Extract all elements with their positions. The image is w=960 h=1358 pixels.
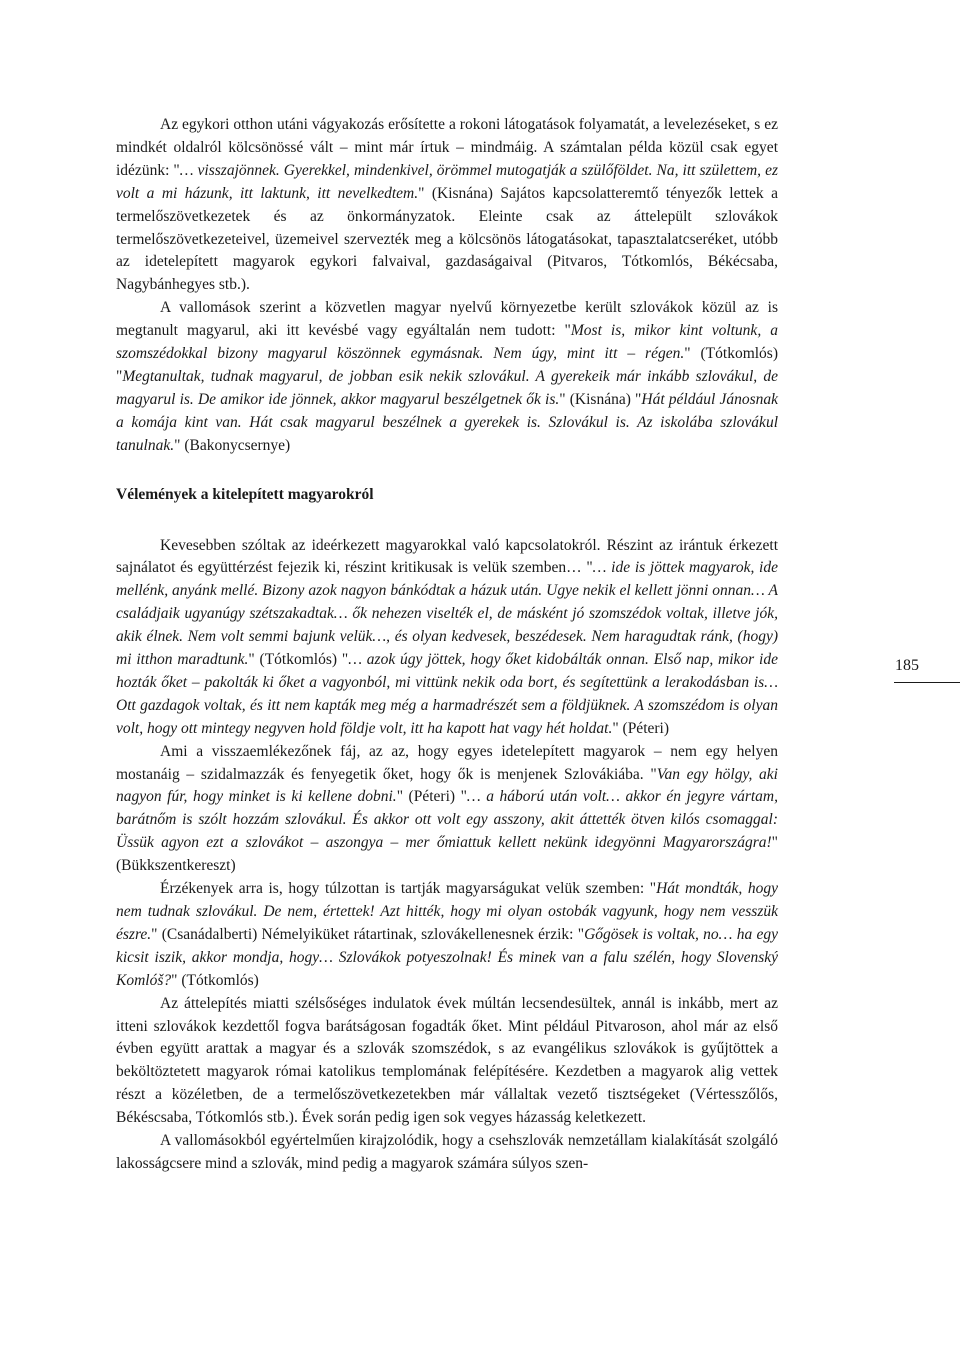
body-text: A vallomások szerint a közvetlen magyar nyelvű környezetbe került szlovákok közül az is megtanult magyarul, aki itt kevésbé vagy egyáltalán nem tudott: " bbox=[116, 299, 778, 340]
page-number-text: 185 bbox=[895, 657, 919, 674]
paragraph-1 bbox=[116, 114, 778, 297]
body-text: " (Csanádalberti) Némelyiküket rátartinak, szlovákellenesnek érzik: " bbox=[151, 925, 585, 943]
section-heading: Vélemények a kitelepített magyarokról bbox=[116, 485, 374, 503]
paragraph-4 bbox=[116, 741, 778, 878]
body-text: " (Bükkszentkereszt) bbox=[116, 834, 778, 875]
paragraph-7 bbox=[116, 1130, 778, 1176]
body-text: " (Tótkomlós) " bbox=[248, 651, 349, 669]
paragraph-2 bbox=[116, 297, 778, 457]
paragraph-3 bbox=[116, 535, 778, 741]
page-number bbox=[894, 656, 960, 683]
quote-text: Megtanultak, tudnak magyarul, de jobban esik nekik szlovákul. A gyerekeik már inkább szlovákul, de magyarul is. De amikor ide jönnek, akkor magyarul beszélgetnek ők is. bbox=[116, 367, 778, 408]
body-text: " (Péteri) bbox=[612, 719, 670, 737]
quote-text: … azok úgy jöttek, hogy őket kidobálták onnan. Első nap, mikor ide hozták őket – pakolták ki őket a vagyonból, mi vittünk nekik oda bort, és segítettünk a lerakodásban is… Ott gazdagok voltak, és itt nem kapták meg még a harmadrészét sem a földjüknek. A szomszédom is olyan volt, hogy ott mintegy negyven hold földje volt, itt ha kapott hat vagy hét holdat. bbox=[116, 651, 778, 737]
body-text: " (Tótkomlós) bbox=[171, 971, 259, 989]
paragraph-6 bbox=[116, 993, 778, 1130]
body-text: " (Péteri) " bbox=[396, 788, 467, 806]
paragraph-5 bbox=[116, 878, 778, 993]
body-text: " (Kisnána) Sajátos kapcsolatteremtő tényezők lettek a termelőszövetkezetek és az önkormányzatok. Eleinte csak az áttelepült szlovákok termelőszövetkezeteivel, üzemeivel szervezték meg a kölcsönös látogatásokat, tapasztalatcseréket, utóbb az idetelepített magyarok egykori falvaival, gazdaságaival (Pitvaros, Tótkomlós, Békécsaba, Nagybánhegyes stb.). bbox=[116, 184, 778, 294]
body-text: Ami a visszaemlékezőnek fáj, az az, hogy egyes idetelepített magyarok – nem egy helyen mostanáig – szidalmazzák és fenyegetik őket, hogy ők is menjenek Szlovákiába. " bbox=[116, 742, 778, 783]
body-text: " (Kisnána) " bbox=[559, 390, 642, 408]
quote-text: Van egy hölgy, aki nagyon fúr, hogy minket is ki kellene dobni. bbox=[116, 765, 778, 806]
page-body bbox=[116, 114, 778, 1176]
body-text: Kevesebben szóltak az ideérkezett magyarokkal való kapcsolatokról. Részint az irántuk érkezett sajnálatot és együttérzést fejezik ki, részint kritikusak is velük szemben… " bbox=[116, 536, 778, 577]
body-text: " (Tótkomlós) " bbox=[116, 345, 778, 385]
quote-text: … ide is jöttek magyarok, ide mellénk, anyánk mellé. Bizony azok nagyon bánkódtak a házuk után. Ugye nekik el kellett jönni onnan… A családjaik ugyanúgy szétszakadtak… ők nehezen viselték el, de másként jó szomszédok voltak, illetve jók, akik élnek. Nem volt semmi bajunk velük…, és olyan kedvesek, beszédesek. Nem haragudtak ránk, (hogy) mi itthon maradtunk. bbox=[116, 559, 778, 669]
body-text: Az áttelepítés miatti szélsőséges indulatok évek múltán lecsendesültek, annál is inkább, mert az itteni szlovákok kezdettől fogva barátságosan fogadták őket. Mint például Pitvaroson, ahol már az első évben együtt arattak a magyar és a szlovák szomszédok, s az evangélikus szlovákok is gyűjtöttek a beköltöztetett magyarok római katolikus templomának felépítésére. Kezdetben a magyarok alig vettek részt a közéletben, de a termelőszövetkezetekben már vállaltak vezető tisztségeket (Vértesszőlős, Békéscsaba, Tótkomlós stb.). Évek során pedig igen sok vegyes házasság keletkezett. bbox=[116, 994, 778, 1127]
quote-text: Hát például Jánosnak a komája kint van. Hát csak magyarul beszélnek a gyerekek is. Szlovákul is. Az iskolába szlovákul tanulnak. bbox=[116, 390, 778, 454]
body-text: Az egykori otthon utáni vágyakozás erősítette a rokoni látogatások folyamatát, a levelezéseket, s ez mindkét oldalról kölcsönössé vált – mint már írtuk – mindmáig. A számtalan példa közül csak egyet idézünk: " bbox=[116, 116, 778, 179]
body-text: Érzékenyek arra is, hogy túlzottan is tartják magyarságukat velük szemben: " bbox=[160, 880, 657, 898]
body-text: A vallomásokból egyértelműen kirajzolódik, hogy a csehszlovák nemzetállam kialakítását szolgáló lakosságcsere mind a szlovák, mind pedig a magyarok számára súlyos szen- bbox=[116, 1132, 778, 1172]
quote-text: Most is, mikor kint voltunk, a szomszédokkal bizony magyarul köszönnek egymásnak. Nem úgy, mint itt – régen. bbox=[116, 322, 778, 363]
quote-text: … visszajönnek. Gyerekkel, mindenkivel, örömmel mutogatják a szülőföldet. Na, itt születtem, ez volt a mi házunk, itt laktunk, itt nevelkedtem. bbox=[116, 161, 778, 202]
quote-text: Gőgösek is voltak, no… ha egy kicsit iszik, akkor mondja, hogy… Szlovákok potyeszolnak! És minek van a falu szélén, hogy Slovenský Komlóš? bbox=[116, 925, 778, 989]
quote-text: Hát mondták, hogy nem tudnak szlovákul. De nem, értettek! Azt hitték, hogy mi olyan ostobák vagyunk, hogy nem vesszük észre. bbox=[116, 880, 778, 943]
body-text: " (Bakonycsernye) bbox=[174, 436, 291, 454]
quote-text: … a háború után volt… akkor én jegyre vártam, barátnőm is szólt hozzám szlovákul. És akkor ott volt egy asszony, akit áttették ötven kilós csomaggal: Üssük agyon ezt a szlovákot – aszongya – mer őmiattuk kellett nekünk idegyönni Magyarországra! bbox=[116, 788, 778, 852]
